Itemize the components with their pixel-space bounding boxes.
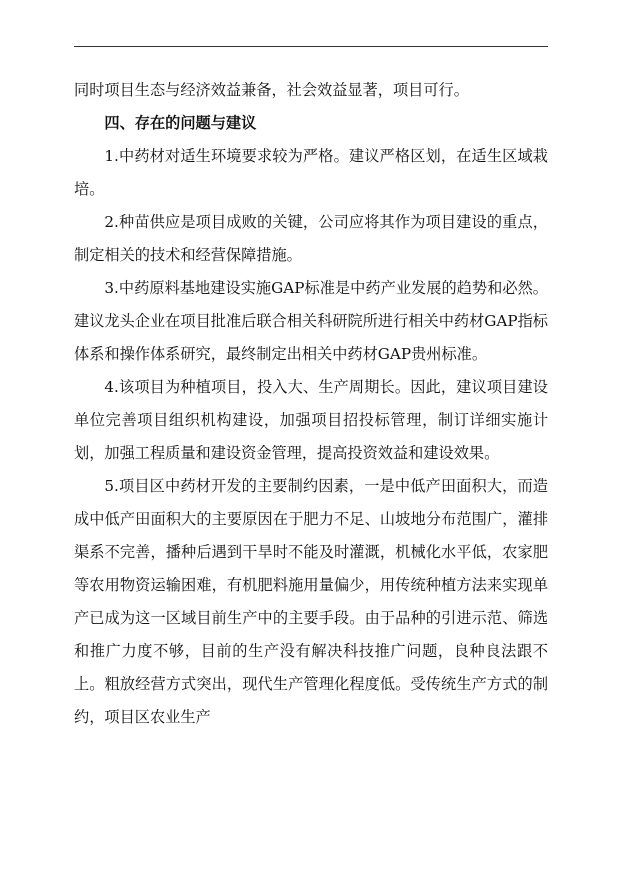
paragraph-item-5: 5.项目区中药材开发的主要制约因素，一是中低产田面积大，而造成中低产田面积大的主要原因在于肥力不足、山坡地分布范围广，灌排渠系不完善，播种后遇到干旱时不能及时灌溉，机械化水平低，农家肥等农用物资运输困难，有机肥料施用量偏少，用传统种植方法来实现单产已成为这一区域目前生产中的主要手段。由于品种的引进示范、筛选和推广力度不够，目前的生产没有解决科技推广问题，良种良法跟不上。粗放经营方式突出，现代生产管理化程度低。受传统生产方式的制约，项目区农业生产: [74, 477, 548, 726]
document-body: [74, 74, 548, 734]
paragraph-continuation: 同时项目生态与经济效益兼备，社会效益显著，项目可行。: [74, 81, 469, 99]
paragraph-item-2: 2.种苗供应是项目成败的关键，公司应将其作为项目建设的重点，制定相关的技术和经营保障措施。: [74, 213, 548, 264]
paragraph-item-1: 1.中药材对适生环境要求较为严格。建议严格区划，在适生区域栽培。: [74, 147, 548, 198]
paragraph-item-3: 3.中药原料基地建设实施GAP标准是中药产业发展的趋势和必然。建议龙头企业在项目批准后联合相关科研院所进行相关中药材GAP指标体系和操作体系研究，最终制定出相关中药材GAP贵州标准。: [74, 279, 548, 363]
header-rule: [74, 46, 548, 47]
paragraph-item-4: 4.该项目为种植项目，投入大、生产周期长。因此，建议项目建设单位完善项目组织机构建设，加强项目招投标管理，制订详细实施计划，加强工程质量和建设资金管理，提高投资效益和建设效果。: [74, 378, 548, 462]
section-heading: 四、存在的问题与建议: [104, 114, 257, 132]
